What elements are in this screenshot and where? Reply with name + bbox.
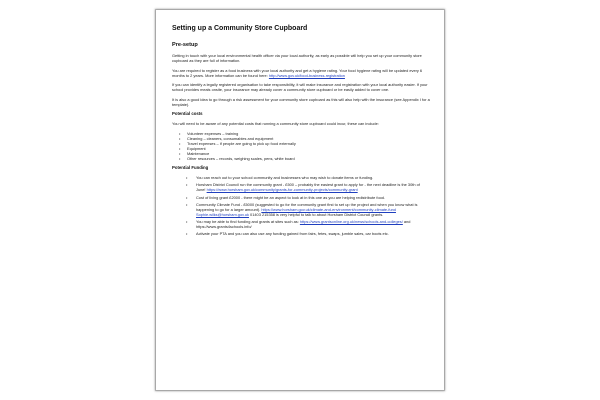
grantsonline-link[interactable]: https://www.grantsonline.org.uk/news/schools-and-colleges/ (299, 218, 403, 224)
funding-text: Activate your PTA and you can also use any funding gained from fairs, fetes, swaps, jumble sales, car boots etc. (196, 231, 389, 237)
climate-fund-link[interactable]: https://www.horsham.gov.uk/climate-and-environment/community-climate-fund (261, 206, 396, 212)
list-item: • Cleaning – cleaners, consumables and equipment (172, 136, 430, 141)
contact-text: 01403 215358 is very helpful to talk to about Horsham District Council grants. (248, 211, 384, 217)
list-item: • Travel expenses – if people are going to pick up food externally (172, 141, 430, 146)
document-page (156, 10, 444, 390)
funding-text: Horsham District Council run the community grant - £500 – probably the easiest grant to apply for - the next deadline is the 30th of June! (196, 182, 420, 193)
paragraph-risk-assessment: It is also a good idea to go through a risk assessment for your community store cupboard as this will also help with the insurance (see Appendix I for a template). (172, 96, 430, 108)
costs-intro: You will need to be aware of any potential costs that running a community store cupboard could incur, these can include: (172, 121, 379, 127)
paragraph-insurance: If you can identify a legally registered organisation to take responsibility, it will make insurance and registration with your local authority easier. If your school provides meals onsite, your insurance may already cover a community store cupboard or be easily added to cover one. (172, 82, 428, 93)
funding-text: You can reach out to your school community and businesses who may wish to donate items or funding. (196, 175, 374, 181)
paragraph-environmental-health: Getting in touch with your local environmental health officer via your local authority, as early as possible will help you set up your community store cupboard as they are full of information. (172, 53, 422, 64)
list-item (172, 182, 430, 192)
list-item (172, 202, 430, 217)
list-item: • Other resources – records, weighing scales, pens, white board (172, 156, 430, 161)
list-item (172, 219, 430, 229)
registration-link[interactable]: http://www.gov.uk/food-business-registration (268, 72, 345, 78)
funding-list (172, 175, 430, 236)
list-item (172, 175, 430, 180)
list-item (172, 231, 430, 236)
paragraph-registration (172, 68, 430, 79)
costs-list (172, 131, 430, 162)
list-item: • Equipment (172, 146, 430, 151)
contact-email-link[interactable]: Sophie.wilks@horsham.gov.uk (196, 211, 249, 217)
grants4schools-text: and https://www.grants4schools.info/ (196, 218, 411, 229)
funding-heading: Potential Funding (172, 165, 209, 171)
list-item: • Maintenance (172, 151, 430, 156)
funding-text: Community Climate Fund - £5000 (suggested to go for the community grant first to set up the project and when you know what is happening to go for a larger amount). (196, 201, 418, 212)
registration-text: You are required to register as a food business with your local authority and get a hygiene rating. Your food hygiene rating will be updated every 6 months to 2 years. More information can be found here: (172, 67, 423, 78)
costs-heading: Potential costs (172, 111, 203, 117)
document-title: Setting up a Community Store Cupboard (172, 25, 308, 32)
document-content (172, 25, 430, 239)
list-item (172, 195, 430, 200)
funding-text: Cost of living grant £2000 - there might be an aspect to look at in this one as you are helping redistribute food. (196, 194, 386, 200)
list-item: • Volunteer expenses – training (172, 131, 430, 136)
presetup-heading: Pre-setup (172, 42, 198, 48)
community-grant-link[interactable]: https://www.horsham.gov.uk/community/grants-for-community-projects/community-grant (206, 187, 358, 193)
funding-text: You may be able to find funding and grants at sites such as: (196, 218, 300, 224)
